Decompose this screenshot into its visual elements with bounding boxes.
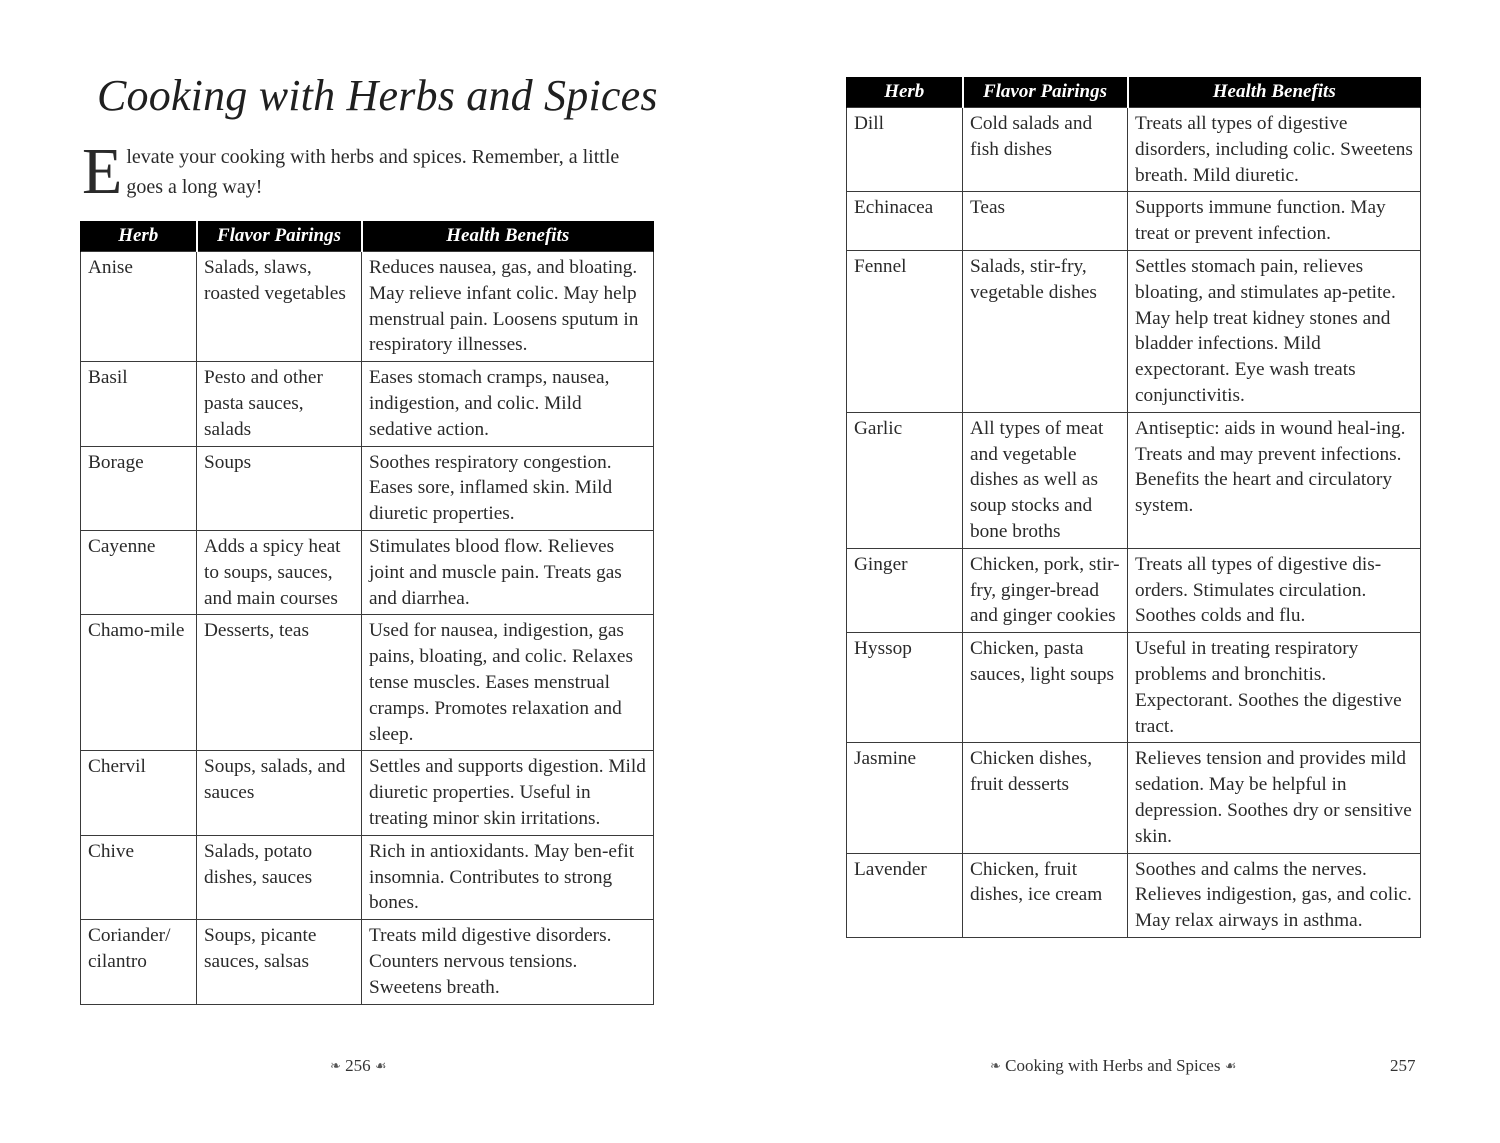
cell-flavor-pairings: Soups, salads, and sauces — [197, 751, 362, 835]
table-row — [847, 250, 1421, 412]
table-header-row — [81, 221, 654, 252]
cell-herb: Garlic — [847, 412, 963, 548]
cell-health-benefits: Useful in treating respiratory problems and bronchitis. Expectorant. Soothes the digestive tract. — [1128, 633, 1421, 743]
table-row — [81, 252, 654, 362]
ornament-right-icon: ☙ — [374, 1058, 387, 1073]
cell-health-benefits: Eases stomach cramps, nausea, indigestion, and colic. Mild sedative action. — [362, 362, 654, 446]
cell-herb: Dill — [847, 108, 963, 192]
cell-flavor-pairings: Adds a spicy heat to soups, sauces, and main courses — [197, 530, 362, 614]
cell-herb: Borage — [81, 446, 197, 530]
cell-flavor-pairings: Pesto and other pasta sauces, salads — [197, 362, 362, 446]
header-health-benefits: Health Benefits — [1128, 77, 1421, 108]
cell-flavor-pairings: Desserts, teas — [197, 615, 362, 751]
table-row — [847, 633, 1421, 743]
cell-flavor-pairings: Chicken, fruit dishes, ice cream — [963, 853, 1128, 937]
table-row — [847, 192, 1421, 251]
cell-herb: Chervil — [81, 751, 197, 835]
table-row — [81, 615, 654, 751]
intro-text: levate your cooking with herbs and spices. Remember, a little goes a long way! — [126, 146, 620, 198]
table-row — [847, 548, 1421, 632]
cell-herb: Hyssop — [847, 633, 963, 743]
table-row — [81, 362, 654, 446]
cell-flavor-pairings: Chicken, pork, stir-fry, ginger-bread and ginger cookies — [963, 548, 1128, 632]
cell-health-benefits: Soothes and calms the nerves. Relieves indigestion, gas, and colic. May relax airways in asthma. — [1128, 853, 1421, 937]
herb-table-right — [846, 77, 1421, 938]
header-flavor-pairings: Flavor Pairings — [963, 77, 1128, 108]
cell-herb: Fennel — [847, 250, 963, 412]
running-footer-title — [990, 1056, 1236, 1076]
cell-health-benefits: Reduces nausea, gas, and bloating. May relieve infant colic. May help menstrual pain. Loosens sputum in respiratory illnesses. — [362, 252, 654, 362]
cell-health-benefits: Relieves tension and provides mild sedation. May be helpful in depression. Soothes dry or sensitive skin. — [1128, 743, 1421, 853]
page-title: Cooking with Herbs and Spices — [97, 71, 658, 120]
table-row — [81, 920, 654, 1004]
cell-flavor-pairings: Salads, potato dishes, sauces — [197, 835, 362, 919]
table-row — [847, 743, 1421, 853]
cell-health-benefits: Supports immune function. May treat or prevent infection. — [1128, 192, 1421, 251]
table-body-left — [81, 252, 654, 1005]
cell-flavor-pairings: Salads, slaws, roasted vegetables — [197, 252, 362, 362]
cell-health-benefits: Settles stomach pain, relieves bloating, and stimulates ap-petite. May help treat kidney stones and bladder infections. Mild expectorant. Eye wash treats conjunctivitis. — [1128, 250, 1421, 412]
intro-paragraph — [82, 135, 657, 208]
cell-herb: Cayenne — [81, 530, 197, 614]
cell-flavor-pairings: Soups, picante sauces, salsas — [197, 920, 362, 1004]
header-health-benefits: Health Benefits — [362, 221, 654, 252]
cell-flavor-pairings: Salads, stir-fry, vegetable dishes — [963, 250, 1128, 412]
cell-herb: Chive — [81, 835, 197, 919]
table-row — [847, 853, 1421, 937]
cell-health-benefits: Soothes respiratory congestion. Eases sore, inflamed skin. Mild diuretic properties. — [362, 446, 654, 530]
table-row — [81, 751, 654, 835]
table-row — [81, 446, 654, 530]
cell-health-benefits: Treats mild digestive disorders. Counters nervous tensions. Sweetens breath. — [362, 920, 654, 1004]
cell-health-benefits: Rich in antioxidants. May ben-efit insomnia. Contributes to strong bones. — [362, 835, 654, 919]
cell-flavor-pairings: Cold salads and fish dishes — [963, 108, 1128, 192]
cell-flavor-pairings: All types of meat and vegetable dishes as well as soup stocks and bone broths — [963, 412, 1128, 548]
header-flavor-pairings: Flavor Pairings — [197, 221, 362, 252]
cell-flavor-pairings: Teas — [963, 192, 1128, 251]
cell-flavor-pairings: Soups — [197, 446, 362, 530]
table-header-row — [847, 77, 1421, 108]
cell-health-benefits: Used for nausea, indigestion, gas pains, bloating, and colic. Relaxes tense muscles. Eases menstrual cramps. Promotes relaxation and sleep. — [362, 615, 654, 751]
header-herb: Herb — [81, 221, 197, 252]
right-page — [750, 0, 1500, 1143]
cell-herb: Echinacea — [847, 192, 963, 251]
cell-health-benefits: Treats all types of digestive disorders, including colic. Sweetens breath. Mild diuretic. — [1128, 108, 1421, 192]
table-row — [81, 530, 654, 614]
ornament-left-icon: ❧ — [990, 1058, 1001, 1073]
cell-herb: Jasmine — [847, 743, 963, 853]
running-title: Cooking with Herbs and Spices — [1005, 1056, 1221, 1075]
page-number-right: 257 — [1390, 1056, 1416, 1075]
cell-herb: Basil — [81, 362, 197, 446]
cell-herb: Coriander/ cilantro — [81, 920, 197, 1004]
table-row — [847, 412, 1421, 548]
herb-table-left — [80, 221, 654, 1005]
cell-health-benefits: Antiseptic: aids in wound heal-ing. Treats and may prevent infections. Benefits the heart and circulatory system. — [1128, 412, 1421, 548]
cell-health-benefits: Settles and supports digestion. Mild diuretic properties. Useful in treating minor skin irritations. — [362, 751, 654, 835]
ornament-right-icon: ☙ — [1224, 1058, 1237, 1073]
cell-health-benefits: Stimulates blood flow. Relieves joint and muscle pain. Treats gas and diarrhea. — [362, 530, 654, 614]
cell-flavor-pairings: Chicken dishes, fruit desserts — [963, 743, 1128, 853]
cell-flavor-pairings: Chicken, pasta sauces, light soups — [963, 633, 1128, 743]
table-row — [81, 835, 654, 919]
drop-cap: E — [82, 135, 123, 208]
cell-herb: Anise — [81, 252, 197, 362]
cell-herb: Ginger — [847, 548, 963, 632]
ornament-left-icon: ❧ — [330, 1058, 341, 1073]
header-herb: Herb — [847, 77, 963, 108]
page-number: 256 — [345, 1056, 371, 1075]
table-row — [847, 108, 1421, 192]
cell-herb: Chamo-mile — [81, 615, 197, 751]
cell-herb: Lavender — [847, 853, 963, 937]
table-body-right — [847, 108, 1421, 938]
page-number-left — [330, 1056, 387, 1076]
cell-health-benefits: Treats all types of digestive dis-orders. Stimulates circulation. Soothes colds and flu. — [1128, 548, 1421, 632]
